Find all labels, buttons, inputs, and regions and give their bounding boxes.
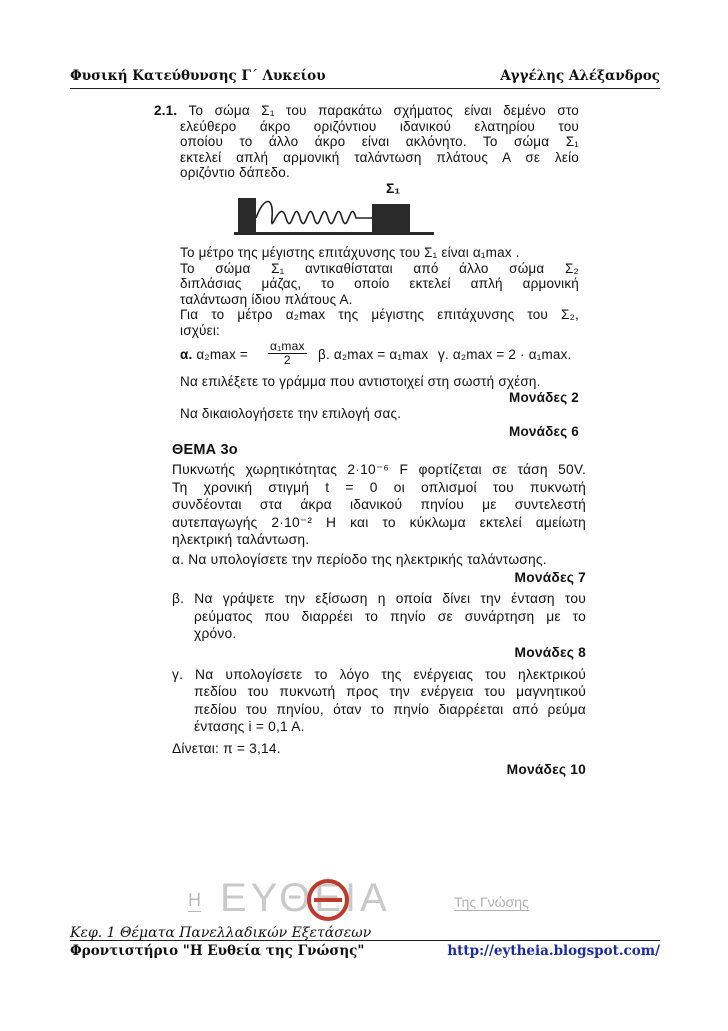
q21-after-2: Το σώμα Σ₁ αντικαθίσταται από άλλο σώμα Σ₂ xyxy=(180,260,579,276)
footer-school: Φροντιστήριο "Η Ευθεία της Γνώσης" xyxy=(70,943,365,959)
option-a-denominator: 2 xyxy=(283,353,291,367)
eytheia-logo xyxy=(184,876,584,922)
spring-diagram xyxy=(234,180,434,236)
option-a-lhs: α₂max = xyxy=(196,347,248,362)
q21-after-1: Το μέτρο της μέγιστης επιτάχυνσης του Σ₁ είναι α₁max . xyxy=(180,245,520,260)
theme-3-intro-4: αυτεπαγωγής 2·10⁻² Η και το κύκλωμα εκτελεί αμείωτη xyxy=(172,514,586,530)
theme-3-b-line-2: ρεύματος που διαρρέει το πηνίο σε συνάρτηση με το xyxy=(194,608,586,624)
theme-3-a-points: Μονάδες 7 xyxy=(514,569,586,585)
footer-chapter: Κεφ. 1 Θέματα Πανελλαδικών Εξετάσεων xyxy=(70,925,372,941)
floor xyxy=(234,232,434,235)
option-a xyxy=(180,347,248,363)
spring xyxy=(256,202,372,224)
theme-3-part-b xyxy=(172,590,586,642)
q21-after-5: Για το μέτρο α₂max της μέγιστης επιτάχυνσης του Σ₂, xyxy=(180,307,579,323)
spring-figure xyxy=(234,180,434,236)
theme-3-b-points: Μονάδες 8 xyxy=(514,645,586,661)
theme-3-title: ΘΕΜΑ 3ο xyxy=(172,442,238,458)
theme-3-intro-5: ηλεκτρική ταλάντωση. xyxy=(172,532,310,548)
option-b: β. α₂max = α₁max xyxy=(318,347,429,362)
theme-3-c-line-2: πεδίου του πυκνωτή προς την ενέργεια του μαγνητικού xyxy=(194,684,586,700)
logo-brand: ΕΥΘΕΙΑ xyxy=(220,876,391,920)
q21-intro-5: οριζόντιο δάπεδο. xyxy=(180,165,290,181)
q21-points-2: Μονάδες 6 xyxy=(509,423,579,439)
theme-3-intro-3: συνδέονται στα άκρα ιδανικού πηνίου με συντελεστή xyxy=(172,497,586,513)
logo-tail: Της Γνώσης xyxy=(454,894,529,910)
q21-after-6: ισχύει: xyxy=(180,322,220,338)
theme-3-b-line-1: β. Να γράψετε την εξίσωση η οποία δίνει την ένταση του xyxy=(172,591,586,607)
option-a-fraction xyxy=(268,340,307,367)
header-author: Αγγέλης Αλέξανδρος xyxy=(500,68,660,84)
footer-url-link[interactable]: http://eytheia.blogspot.com/ xyxy=(447,943,660,959)
q21-intro-3: οποίου το άλλο άκρο είναι ακλόνητο. Το σώμα Σ₁ xyxy=(180,134,579,150)
wall xyxy=(238,198,256,232)
theme-3-c-line-3: πεδίου του πηνίου, όταν το πηνίο διαρρέεται από ρεύμα xyxy=(194,701,586,717)
page-header xyxy=(70,66,660,89)
header-course: Φυσική Κατεύθυνσης Γ΄ Λυκείου xyxy=(70,68,326,84)
q21-after-4: ταλάντωση ίδιου πλάτους Α. xyxy=(180,291,353,307)
option-c: γ. α₂max = 2 · α₁max. xyxy=(438,347,572,362)
theme-3 xyxy=(172,442,586,778)
theme-3-c-line-4: έντασης i = 0,1 A. xyxy=(194,719,305,735)
option-a-numerator: α₁max xyxy=(270,339,305,353)
theme-3-c-points: Μονάδες 10 xyxy=(506,761,586,777)
theme-3-part-a: α. Να υπολογίσετε την περίοδο της ηλεκτρικής ταλάντωσης. xyxy=(172,552,547,568)
theme-3-b-line-3: χρόνο. xyxy=(194,626,237,642)
body-sigma1 xyxy=(372,204,410,232)
q21-points-1: Μονάδες 2 xyxy=(509,389,579,405)
theme-3-c-line-1: γ. Να υπολογίσετε το λόγο της ενέργειας του ηλεκτρικού xyxy=(172,666,586,682)
body-label: Σ₁ xyxy=(386,180,401,196)
q21-justify: Να δικαιολογήσετε την επιλογή σας. xyxy=(180,406,402,422)
q21-options xyxy=(180,340,579,370)
q21-intro-2: ελεύθερο άκρο οριζόντιου ιδανικού ελατηρίου του xyxy=(180,118,579,134)
question-2-1 xyxy=(154,103,579,181)
logo-h: Η xyxy=(188,890,201,910)
logo-theta-icon xyxy=(306,878,350,922)
footer-divider xyxy=(70,940,660,941)
theme-3-part-c xyxy=(172,666,586,736)
theme-3-given: Δίνεται: π = 3,14. xyxy=(172,740,281,756)
q21-intro-1: Το σώμα Σ₁ του παρακάτω σχήματος είναι δεμένο στο xyxy=(188,103,579,118)
q21-body xyxy=(180,245,579,339)
q21-line-1 xyxy=(154,103,579,119)
option-a-label: α. xyxy=(180,347,193,362)
q21-instruction: Να επιλέξετε το γράμμα που αντιστοιχεί στη σωστή σχέση. xyxy=(180,374,541,389)
q21-intro-4: εκτελεί απλή αρμονική ταλάντωση πλάτους Α σε λείο xyxy=(180,149,579,165)
q21-number: 2.1. xyxy=(154,103,178,118)
theme-3-intro-1: Πυκνωτής χωρητικότητας 2·10⁻⁶ F φορτίζεται σε τάση 50V. xyxy=(172,462,586,478)
q21-after-3: διπλάσιας μάζας, το οποίο εκτελεί απλή αρμονική xyxy=(180,276,579,292)
theme-3-intro-2: Τη χρονική στιγμή t = 0 οι οπλισμοί του πυκνωτή xyxy=(172,479,586,495)
q21-tail xyxy=(180,374,579,439)
